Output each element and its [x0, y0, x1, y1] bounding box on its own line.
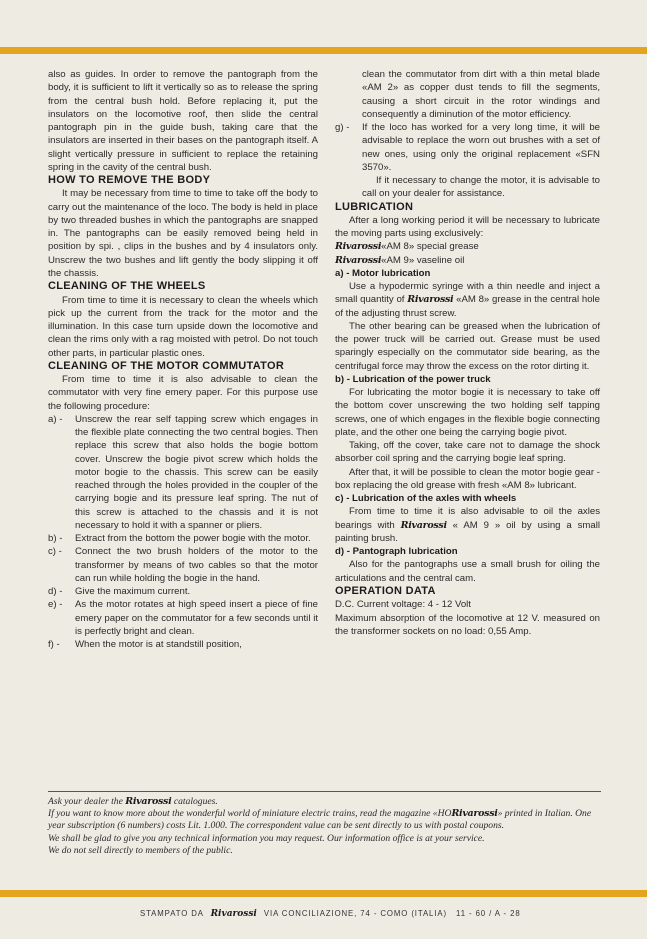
step-text: If the loco has worked for a very long time, it will be advisable to replace the worn out brushes with a set of new ones, using only the original replacement «SFN 3570». — [362, 122, 600, 173]
heading-power-truck: b) - Lubrication of the power truck — [335, 373, 491, 385]
axles-text-part: « AM 9 » oil by using a small painting brush. — [335, 519, 600, 544]
rivarossi-logo: Rivarossi — [210, 909, 257, 919]
notice-magazine — [48, 808, 601, 832]
notice-catalogues — [48, 796, 601, 808]
power-truck-text-2: Taking, off the cover, take care not to damage the shock absorber coil spring and the carrying bogie leaf spring. — [335, 440, 600, 465]
product-text: «AM 8» special grease — [381, 241, 479, 253]
step-text: Connect the two brush holders of the motor to the transformer by means of two cables so that the motor can run while holding the bogie in the hand. — [75, 546, 318, 584]
power-truck-text-1: For lubricating the motor bogie it is necessary to take off the bottom cover unscrewing the two holding self tapping screws, one of which engages in the flexible bogie connecting plate, and the other one being the carrying bogie pivot. — [335, 387, 600, 438]
cleaning-wheels-text: From time to time it is necessary to clean the wheels which pick up the current from the track for the motor and the illumination. In this case turn upside down the locomotive and clean the rims only with a rag moisted with petrol. Do not touch other parts, in particular plastic ones. — [48, 294, 318, 359]
heading-operation-data: OPERATION DATA — [335, 584, 436, 597]
notice-text: Ask your dealer the — [48, 796, 123, 807]
step-text: Give the maximum current. — [75, 586, 191, 598]
motor-lubrication-text — [335, 280, 600, 320]
dealer-note: If it necessary to change the motor, it is advisable to call on your dealer for assistance. — [362, 175, 600, 200]
heading-motor-lubrication: a) - Motor lubrication — [335, 267, 431, 279]
step-f — [48, 638, 318, 651]
power-truck-text-3: After that, it will be possible to clean the motor bogie gear - box replacing the old grease with fresh «AM 8» lubricant. — [335, 466, 600, 491]
step-marker: d) - — [48, 586, 63, 598]
axles-text-part: From time to time it is also advisable to oil the axles bearings with — [335, 506, 600, 531]
step-marker: b) - — [48, 533, 63, 545]
step-a — [48, 413, 318, 532]
cleaning-commutator-intro: From time to time it is also advisable to clean the commutator with very fine emery paper. For this purpose use the following procedure: — [48, 374, 318, 412]
footer-address: VIA CONCILIAZIONE, 74 - COMO (ITALIA) — [263, 909, 447, 918]
heading-lubrication: LUBRICATION — [335, 200, 414, 213]
step-b — [48, 532, 318, 545]
intro-paragraph: also as guides. In order to remove the pantograph from the body, it is sufficient to lift it vertically so as to release the spring from the central bush hold. Before replacing it, put the insulators on the locomotive roof, then slide the central pantograph pin in the guide bush, taking care that the insulators are inserted in their bases on the pantograph itself. A slight vertically pressure in sufficient to replace the retaining spring in the cavity of the central bush. — [48, 69, 318, 173]
motor-lubrication-text-part: «AM 8» grease in the central hole of the adjusting thrust screw. — [335, 294, 601, 319]
step-g — [335, 121, 600, 174]
notice-divider — [48, 791, 601, 792]
motor-lubrication-text-2: The other bearing can be greased when the lubrication of the power truck will be carried out. Grease must be used sparingly especially on the commutator side bearing, as the centrifugal force may throw the excess on the rotor dirting it. — [335, 320, 600, 372]
step-d — [48, 585, 318, 598]
heading-cleaning-commutator: CLEANING OF THE MOTOR COMMUTATOR — [48, 359, 285, 372]
step-text: As the motor rotates at high speed insert a piece of fine emery paper on the commutator for a few seconds until it is perfectly bright and clean. — [75, 599, 318, 637]
notice-technical-info: We shall be glad to give you any technical information you may request. Our information office is at your service. — [48, 832, 485, 844]
product-oil — [335, 254, 600, 267]
product-grease — [335, 240, 600, 253]
motor-lubrication-text-part: Use a hypodermic syringe with a thin needle and inject a small quantity of — [335, 281, 600, 306]
heading-pantograph: d) - Pantograph lubrication — [335, 546, 458, 558]
operation-absorption: Maximum absorption of the locomotive at 12 V. measured on the transformer sockets on no load: 0,55 Amp. — [335, 612, 600, 637]
bottom-accent-band — [0, 890, 647, 897]
heading-axles: c) - Lubrication of the axles with wheels — [335, 493, 517, 505]
step-f-continued: clean the commutator from dirt with a thin metal blade «AM 2» as copper dust tends to fill the segments, causing a short circuit in the rotor windings and consequently a diminution of the motor efficiency. — [362, 69, 600, 120]
heading-cleaning-wheels: CLEANING OF THE WHEELS — [48, 280, 206, 293]
left-column — [48, 68, 318, 651]
step-text: Extract from the bottom the power bogie with the motor. — [75, 533, 311, 545]
printer-footer — [140, 909, 521, 919]
rivarossi-logo: Rivarossi — [407, 294, 454, 306]
step-e — [48, 598, 318, 638]
footer-printed-by: STAMPATO DA — [140, 909, 204, 918]
axles-text — [335, 505, 600, 545]
notice-text: » printed in Italian. One year subscription (6 numbers) costs Lit. 1.000. The correspondent value can be sent directly to us with postal coupons. — [48, 808, 592, 832]
rivarossi-logo: Rivarossi — [335, 241, 382, 253]
rivarossi-logo: Rivarossi — [451, 808, 498, 820]
heading-remove-body: HOW TO REMOVE THE BODY — [48, 174, 211, 186]
step-c — [48, 545, 318, 585]
operation-voltage: D.C. Current voltage: 4 - 12 Volt — [335, 599, 471, 611]
dealer-notice — [48, 796, 601, 857]
step-marker: g) - — [335, 122, 350, 133]
step-marker: e) - — [48, 599, 63, 611]
remove-body-text: It may be necessary from time to time to take off the body to carry out the maintenance of the loco. The body is held in place by two threaded bushes in which the pantographs are snapped in. The pantographs can be easily removed being held in position by spi. , clips in the bushes and by 4 insulators only. Unscrew the two bushes and lift gently the body slipping it off the chassis. — [48, 188, 318, 279]
right-column — [335, 68, 600, 638]
lubrication-intro: After a long working period it will be necessary to lubricate the moving parts using exclusively: — [335, 214, 600, 240]
notice-text: If you want to know more about the wonderful world of miniature electric trains, read the magazine «HO — [48, 808, 452, 820]
rivarossi-logo: Rivarossi — [335, 254, 382, 266]
pantograph-text: Also for the pantographs use a small brush for oiling the articulations and the central cam. — [335, 559, 600, 584]
step-marker: f) - — [48, 639, 60, 651]
product-text: «AM 9» vaseline oil — [381, 254, 465, 266]
rivarossi-logo: Rivarossi — [400, 519, 447, 531]
top-accent-band — [0, 47, 647, 54]
footer-code: 11 - 60 / A - 28 — [456, 909, 521, 918]
notice-text: catalogues. — [173, 796, 218, 807]
step-marker: c) - — [48, 546, 62, 558]
step-marker: a) - — [48, 413, 63, 425]
notice-no-direct-sales: We do not sell directly to members of the public. — [48, 844, 233, 856]
rivarossi-logo: Rivarossi — [125, 796, 172, 807]
step-text: When the motor is at standstill position, — [75, 639, 242, 651]
step-text: Unscrew the rear self tapping screw which engages in the flexible plate connecting the two central bogies. Then replace this screw that also holds the bogie bottom cover. Unscrew the bogie pivot screw which holds the motor bogie to the chassis. This screw can be easily reached through the holes provided in the coupler of the carrying bogie and its pressure leaf spring. The nut of this screw is attached to the chassis and it is not necessary to hold it with a spanner or pliers. — [75, 413, 318, 531]
